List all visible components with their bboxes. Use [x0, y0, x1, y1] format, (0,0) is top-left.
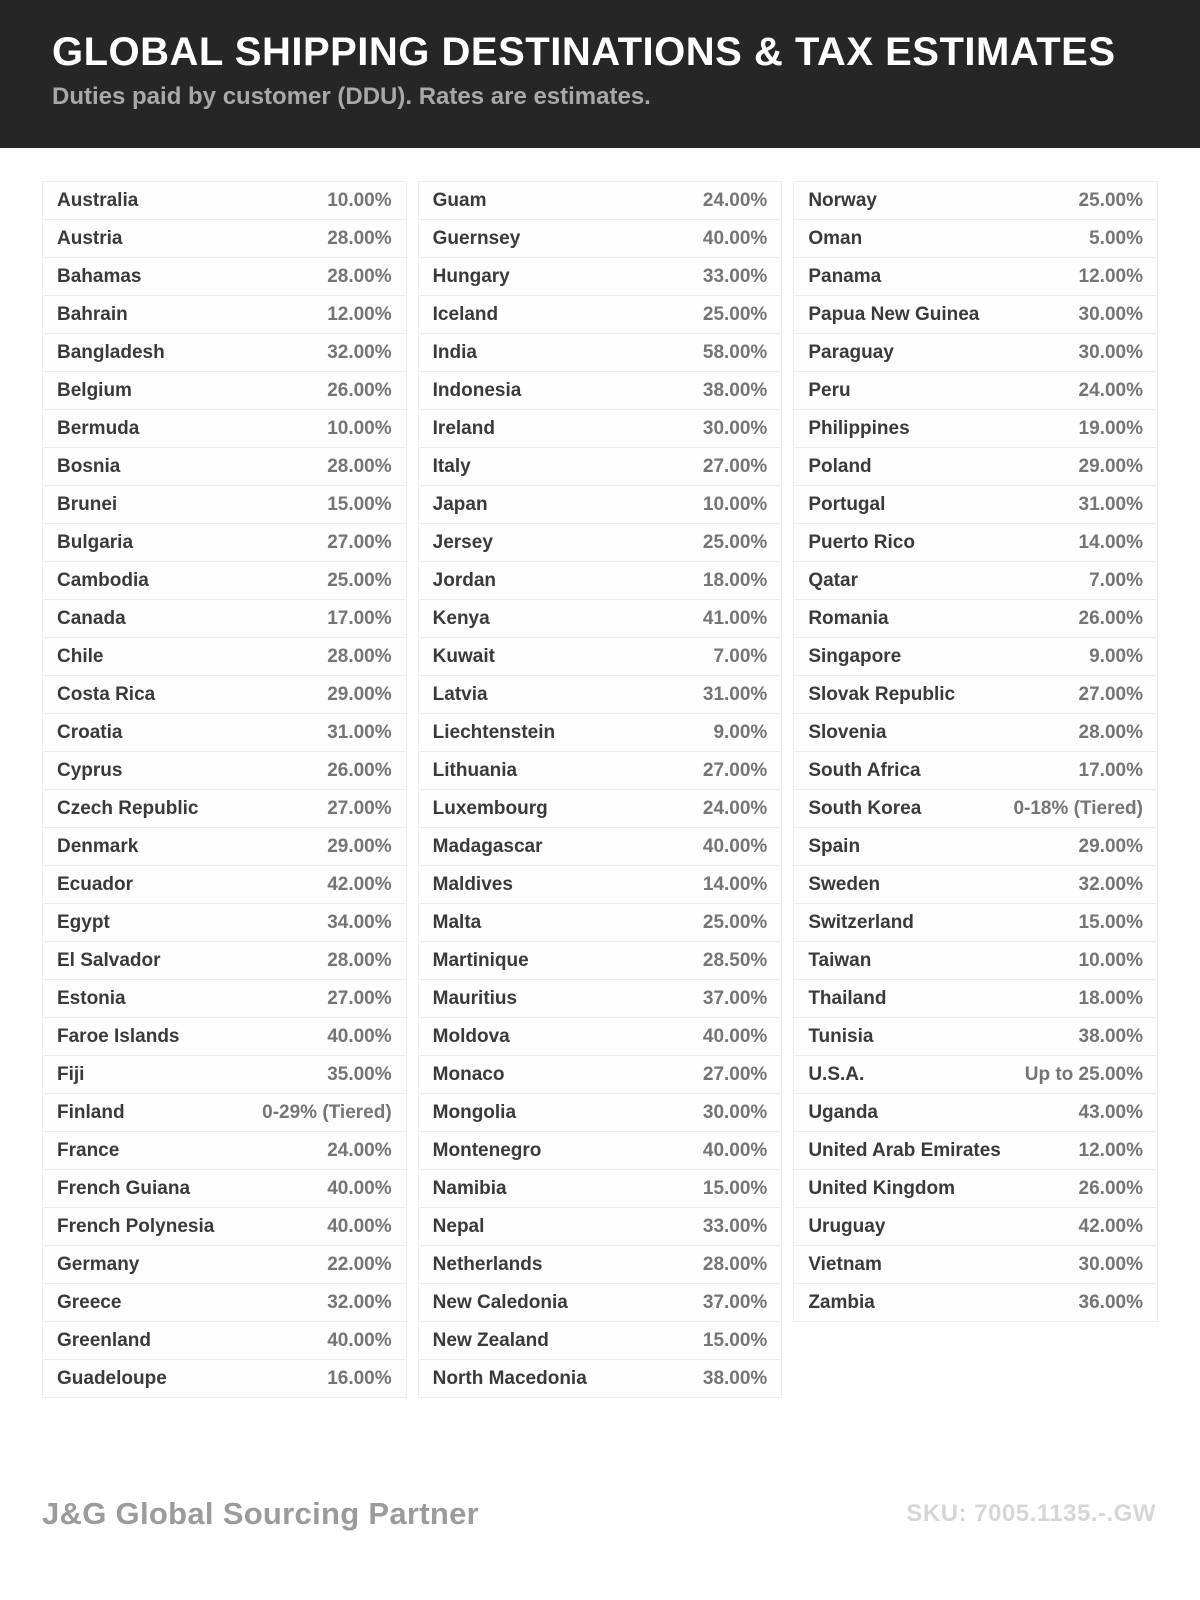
- tax-rate: 28.00%: [1078, 721, 1143, 743]
- table-row: [419, 638, 782, 676]
- table-row: [419, 714, 782, 752]
- country-name: French Polynesia: [57, 1215, 215, 1237]
- table-row: [794, 486, 1157, 524]
- table-row: [43, 486, 406, 524]
- table-row: [43, 410, 406, 448]
- table-row: [794, 1018, 1157, 1056]
- table-row: [43, 372, 406, 410]
- tax-rate: 28.00%: [327, 949, 392, 971]
- country-name: Costa Rica: [57, 683, 156, 705]
- country-name: Latvia: [432, 683, 488, 705]
- tax-rate: 27.00%: [702, 759, 768, 781]
- country-name: Bangladesh: [57, 341, 165, 363]
- table-row: [43, 1208, 406, 1246]
- tax-rate: 26.00%: [1078, 1177, 1143, 1199]
- tax-rate: 29.00%: [1078, 455, 1143, 477]
- table-row: [43, 524, 406, 562]
- tax-rate: 40.00%: [327, 1025, 392, 1047]
- tax-rate: 42.00%: [327, 873, 392, 895]
- tax-rate: 43.00%: [1078, 1101, 1143, 1123]
- tax-rate: 34.00%: [327, 911, 392, 933]
- country-name: Norway: [808, 189, 877, 211]
- tax-rate: 16.00%: [327, 1367, 392, 1389]
- tax-rate: 36.00%: [1078, 1291, 1143, 1313]
- country-name: Ireland: [432, 417, 495, 439]
- tax-rate: 41.00%: [702, 607, 768, 629]
- table-row: [419, 752, 782, 790]
- table-column: [42, 181, 407, 1398]
- country-name: Montenegro: [432, 1139, 542, 1161]
- tax-rate: 27.00%: [702, 455, 768, 477]
- tax-rate: 27.00%: [327, 987, 392, 1009]
- country-name: Finland: [57, 1101, 125, 1123]
- table-row: [419, 410, 782, 448]
- page-title: GLOBAL SHIPPING DESTINATIONS & TAX ESTIMATES: [52, 30, 1116, 74]
- tax-rate: 15.00%: [702, 1177, 768, 1199]
- table-row: [43, 600, 406, 638]
- country-name: Uruguay: [808, 1215, 886, 1237]
- country-name: Austria: [57, 227, 123, 249]
- tax-rate: 38.00%: [702, 1367, 768, 1389]
- table-row: [794, 334, 1157, 372]
- table-row: [419, 1208, 782, 1246]
- country-name: Egypt: [57, 911, 110, 933]
- tax-rate: 25.00%: [702, 911, 768, 933]
- country-name: Chile: [57, 645, 104, 667]
- tax-rate: 10.00%: [327, 417, 392, 439]
- table-row: [794, 714, 1157, 752]
- table-row: [43, 752, 406, 790]
- country-name: Puerto Rico: [808, 531, 915, 553]
- table-column: [418, 181, 783, 1398]
- table-row: [419, 866, 782, 904]
- tax-rate: 26.00%: [1078, 607, 1143, 629]
- tax-rate: 10.00%: [1078, 949, 1143, 971]
- country-name: Japan: [432, 493, 488, 515]
- country-name: Guernsey: [432, 227, 521, 249]
- tax-rate: 28.00%: [702, 1253, 768, 1275]
- country-name: Guam: [432, 189, 487, 211]
- country-name: Guadeloupe: [57, 1367, 167, 1389]
- country-name: Denmark: [57, 835, 139, 857]
- tax-rate: 0-18% (Tiered): [1013, 797, 1143, 819]
- country-name: Nepal: [432, 1215, 485, 1237]
- country-name: South Africa: [808, 759, 921, 781]
- tax-rate: 28.00%: [327, 265, 392, 287]
- country-name: Germany: [57, 1253, 140, 1275]
- tax-rate: 17.00%: [327, 607, 392, 629]
- tax-rate: 10.00%: [702, 493, 768, 515]
- country-name: Croatia: [57, 721, 123, 743]
- tax-rate: 27.00%: [327, 797, 392, 819]
- table-row: [794, 220, 1157, 258]
- country-name: New Zealand: [432, 1329, 549, 1351]
- tax-rate: 17.00%: [1078, 759, 1143, 781]
- table-row: [43, 1360, 406, 1398]
- table-row: [43, 1132, 406, 1170]
- tax-rate: 31.00%: [327, 721, 392, 743]
- table-row: [43, 676, 406, 714]
- tax-rate: 18.00%: [1078, 987, 1143, 1009]
- page-subtitle: Duties paid by customer (DDU). Rates are estimates.: [52, 83, 651, 110]
- country-name: Bahamas: [57, 265, 142, 287]
- table-row: [794, 866, 1157, 904]
- table-row: [419, 790, 782, 828]
- table-row: [794, 676, 1157, 714]
- country-name: Uganda: [808, 1101, 879, 1123]
- country-name: Slovenia: [808, 721, 887, 743]
- table-row: [43, 1018, 406, 1056]
- country-name: Switzerland: [808, 911, 914, 933]
- country-name: Liechtenstein: [432, 721, 556, 743]
- country-name: Netherlands: [432, 1253, 543, 1275]
- table-row: [419, 372, 782, 410]
- table-row: [794, 638, 1157, 676]
- table-row: [43, 714, 406, 752]
- tax-rate: 30.00%: [1078, 303, 1143, 325]
- country-name: El Salvador: [57, 949, 161, 971]
- country-name: Bermuda: [57, 417, 140, 439]
- tax-rate: 25.00%: [702, 303, 768, 325]
- country-name: Greenland: [57, 1329, 151, 1351]
- country-name: Portugal: [808, 493, 886, 515]
- table-row: [43, 1094, 406, 1132]
- tax-rate: 15.00%: [1078, 911, 1143, 933]
- country-name: Faroe Islands: [57, 1025, 180, 1047]
- tax-rate: 27.00%: [1078, 683, 1143, 705]
- country-name: Singapore: [808, 645, 902, 667]
- tax-rate: 0-29% (Tiered): [262, 1101, 392, 1123]
- country-name: Qatar: [808, 569, 858, 591]
- table-row: [419, 676, 782, 714]
- tax-rate: 25.00%: [702, 531, 768, 553]
- table-row: [794, 1246, 1157, 1284]
- country-name: Slovak Republic: [808, 683, 956, 705]
- rates-table: [42, 181, 1158, 1398]
- country-name: United Kingdom: [808, 1177, 956, 1199]
- table-row: [794, 562, 1157, 600]
- tax-rate: 15.00%: [327, 493, 392, 515]
- tax-rate: 29.00%: [327, 683, 392, 705]
- tax-rate: 22.00%: [327, 1253, 392, 1275]
- country-name: Cyprus: [57, 759, 123, 781]
- tax-rate: 24.00%: [327, 1139, 392, 1161]
- table-row: [794, 942, 1157, 980]
- tax-rate: Up to 25.00%: [1024, 1063, 1143, 1085]
- table-column: [793, 181, 1158, 1322]
- tax-rate: 33.00%: [702, 265, 768, 287]
- country-name: Cambodia: [57, 569, 149, 591]
- table-row: [794, 410, 1157, 448]
- country-name: Romania: [808, 607, 889, 629]
- table-row: [419, 220, 782, 258]
- country-name: Australia: [57, 189, 139, 211]
- table-row: [419, 1322, 782, 1360]
- tax-rate: 28.00%: [327, 227, 392, 249]
- table-row: [419, 334, 782, 372]
- country-name: Lithuania: [432, 759, 518, 781]
- table-row: [794, 980, 1157, 1018]
- tax-rate: 14.00%: [702, 873, 768, 895]
- tax-rate: 28.00%: [327, 455, 392, 477]
- tax-rate: 7.00%: [1089, 569, 1143, 591]
- country-name: Taiwan: [808, 949, 872, 971]
- table-row: [43, 334, 406, 372]
- table-row: [419, 562, 782, 600]
- tax-rate: 10.00%: [327, 189, 392, 211]
- tax-rate: 40.00%: [327, 1329, 392, 1351]
- country-name: Canada: [57, 607, 126, 629]
- country-name: Jersey: [432, 531, 493, 553]
- table-row: [419, 258, 782, 296]
- country-name: Greece: [57, 1291, 122, 1313]
- country-name: Luxembourg: [432, 797, 548, 819]
- country-name: Moldova: [432, 1025, 510, 1047]
- country-name: Philippines: [808, 417, 910, 439]
- table-row: [419, 1018, 782, 1056]
- tax-rate: 28.00%: [327, 645, 392, 667]
- tax-rate: 14.00%: [1078, 531, 1143, 553]
- brand-name: J&G Global Sourcing Partner: [42, 1496, 480, 1531]
- country-name: Italy: [432, 455, 471, 477]
- country-name: Tunisia: [808, 1025, 874, 1047]
- country-name: Mauritius: [432, 987, 518, 1009]
- tax-rate: 42.00%: [1078, 1215, 1143, 1237]
- tax-rate: 33.00%: [702, 1215, 768, 1237]
- table-row: [43, 866, 406, 904]
- table-row: [419, 1094, 782, 1132]
- tax-rate: 32.00%: [1078, 873, 1143, 895]
- tax-rate: 9.00%: [1089, 645, 1143, 667]
- tax-rate: 30.00%: [702, 1101, 768, 1123]
- table-row: [794, 258, 1157, 296]
- country-name: South Korea: [808, 797, 922, 819]
- country-name: Estonia: [57, 987, 126, 1009]
- table-row: [43, 1246, 406, 1284]
- table-row: [794, 448, 1157, 486]
- tax-rate: 5.00%: [1089, 227, 1143, 249]
- country-name: Paraguay: [808, 341, 894, 363]
- country-name: Czech Republic: [57, 797, 199, 819]
- tax-rate: 25.00%: [1078, 189, 1143, 211]
- country-name: Sweden: [808, 873, 881, 895]
- table-row: [419, 182, 782, 220]
- table-row: [419, 828, 782, 866]
- country-name: Spain: [808, 835, 861, 857]
- tax-rate: 9.00%: [713, 721, 768, 743]
- tax-rate: 38.00%: [702, 379, 768, 401]
- table-row: [794, 372, 1157, 410]
- country-name: Oman: [808, 227, 863, 249]
- country-name: Bulgaria: [57, 531, 134, 553]
- country-name: Kenya: [432, 607, 490, 629]
- tax-rate: 31.00%: [1078, 493, 1143, 515]
- table-row: [794, 182, 1157, 220]
- table-row: [419, 448, 782, 486]
- country-name: Hungary: [432, 265, 510, 287]
- tax-rate: 19.00%: [1078, 417, 1143, 439]
- tax-rate: 40.00%: [702, 227, 768, 249]
- tax-rate: 58.00%: [702, 341, 768, 363]
- country-name: Zambia: [808, 1291, 875, 1313]
- country-name: Kuwait: [432, 645, 495, 667]
- tax-rate: 40.00%: [702, 1139, 768, 1161]
- tax-rate: 12.00%: [1078, 265, 1143, 287]
- table-row: [43, 258, 406, 296]
- table-row: [794, 904, 1157, 942]
- country-name: U.S.A.: [808, 1063, 865, 1085]
- country-name: United Arab Emirates: [808, 1139, 1001, 1161]
- country-name: India: [432, 341, 477, 363]
- country-name: Monaco: [432, 1063, 505, 1085]
- table-row: [43, 980, 406, 1018]
- table-row: [419, 1132, 782, 1170]
- table-row: [794, 1094, 1157, 1132]
- tax-rate: 27.00%: [327, 531, 392, 553]
- country-name: Malta: [432, 911, 482, 933]
- tax-rate: 7.00%: [713, 645, 768, 667]
- tax-rate: 40.00%: [327, 1177, 392, 1199]
- table-row: [794, 296, 1157, 334]
- table-row: [43, 220, 406, 258]
- table-row: [43, 1170, 406, 1208]
- country-name: Papua New Guinea: [808, 303, 980, 325]
- table-row: [419, 1360, 782, 1398]
- table-row: [43, 296, 406, 334]
- table-row: [43, 448, 406, 486]
- tax-rate: 28.50%: [702, 949, 768, 971]
- table-row: [794, 1056, 1157, 1094]
- tax-rate: 38.00%: [1078, 1025, 1143, 1047]
- tax-rate: 32.00%: [327, 341, 392, 363]
- table-row: [419, 980, 782, 1018]
- tax-rate: 12.00%: [1078, 1139, 1143, 1161]
- table-row: [419, 296, 782, 334]
- tax-rate: 15.00%: [702, 1329, 768, 1351]
- tax-rate: 37.00%: [702, 987, 768, 1009]
- country-name: Fiji: [57, 1063, 85, 1085]
- country-name: North Macedonia: [432, 1367, 587, 1389]
- country-name: Thailand: [808, 987, 887, 1009]
- country-name: Martinique: [432, 949, 529, 971]
- country-name: Mongolia: [432, 1101, 517, 1123]
- tax-rate: 26.00%: [327, 759, 392, 781]
- country-name: Peru: [808, 379, 851, 401]
- table-row: [43, 562, 406, 600]
- country-name: New Caledonia: [432, 1291, 568, 1313]
- country-name: French Guiana: [57, 1177, 191, 1199]
- country-name: Belgium: [57, 379, 132, 401]
- tax-rate: 35.00%: [327, 1063, 392, 1085]
- tax-rate: 40.00%: [702, 1025, 768, 1047]
- tax-rate: 30.00%: [1078, 1253, 1143, 1275]
- tax-rate: 40.00%: [702, 835, 768, 857]
- tax-rate: 30.00%: [1078, 341, 1143, 363]
- country-name: Jordan: [432, 569, 497, 591]
- page-footer: [42, 1496, 1156, 1532]
- table-row: [419, 1170, 782, 1208]
- table-row: [419, 524, 782, 562]
- table-row: [43, 1284, 406, 1322]
- table-row: [794, 1284, 1157, 1322]
- tax-rate: 29.00%: [327, 835, 392, 857]
- page-header: [0, 0, 1200, 148]
- table-row: [43, 942, 406, 980]
- tax-rate: 24.00%: [1078, 379, 1143, 401]
- table-row: [794, 828, 1157, 866]
- country-name: Bosnia: [57, 455, 121, 477]
- table-row: [419, 1056, 782, 1094]
- table-row: [419, 600, 782, 638]
- table-row: [419, 486, 782, 524]
- country-name: France: [57, 1139, 120, 1161]
- table-row: [794, 524, 1157, 562]
- tax-rate: 18.00%: [702, 569, 768, 591]
- tax-rate: 24.00%: [702, 189, 768, 211]
- tax-rate: 26.00%: [327, 379, 392, 401]
- tax-rate: 37.00%: [702, 1291, 768, 1313]
- table-row: [794, 790, 1157, 828]
- country-name: Ecuador: [57, 873, 134, 895]
- table-row: [794, 1132, 1157, 1170]
- table-row: [794, 752, 1157, 790]
- table-row: [794, 1170, 1157, 1208]
- country-name: Iceland: [432, 303, 499, 325]
- tax-rate: 27.00%: [702, 1063, 768, 1085]
- country-name: Namibia: [432, 1177, 507, 1199]
- table-row: [43, 828, 406, 866]
- country-name: Maldives: [432, 873, 513, 895]
- tax-rate: 25.00%: [327, 569, 392, 591]
- tax-rate: 12.00%: [327, 303, 392, 325]
- table-row: [43, 1056, 406, 1094]
- table-row: [43, 904, 406, 942]
- table-row: [419, 942, 782, 980]
- table-row: [419, 1246, 782, 1284]
- table-row: [43, 182, 406, 220]
- table-row: [43, 1322, 406, 1360]
- tax-rate: 40.00%: [327, 1215, 392, 1237]
- tax-rate: 24.00%: [702, 797, 768, 819]
- table-row: [43, 790, 406, 828]
- country-name: Bahrain: [57, 303, 128, 325]
- country-name: Vietnam: [808, 1253, 882, 1275]
- table-row: [43, 638, 406, 676]
- tax-rate: 32.00%: [327, 1291, 392, 1313]
- country-name: Panama: [808, 265, 882, 287]
- country-name: Poland: [808, 455, 872, 477]
- table-row: [794, 600, 1157, 638]
- tax-rate: 31.00%: [702, 683, 768, 705]
- table-row: [794, 1208, 1157, 1246]
- country-name: Brunei: [57, 493, 118, 515]
- country-name: Indonesia: [432, 379, 522, 401]
- table-row: [419, 1284, 782, 1322]
- tax-rate: 30.00%: [702, 417, 768, 439]
- tax-rate: 29.00%: [1078, 835, 1143, 857]
- table-row: [419, 904, 782, 942]
- country-name: Madagascar: [432, 835, 543, 857]
- sku-label: SKU: 7005.1135.-.GW: [906, 1500, 1156, 1527]
